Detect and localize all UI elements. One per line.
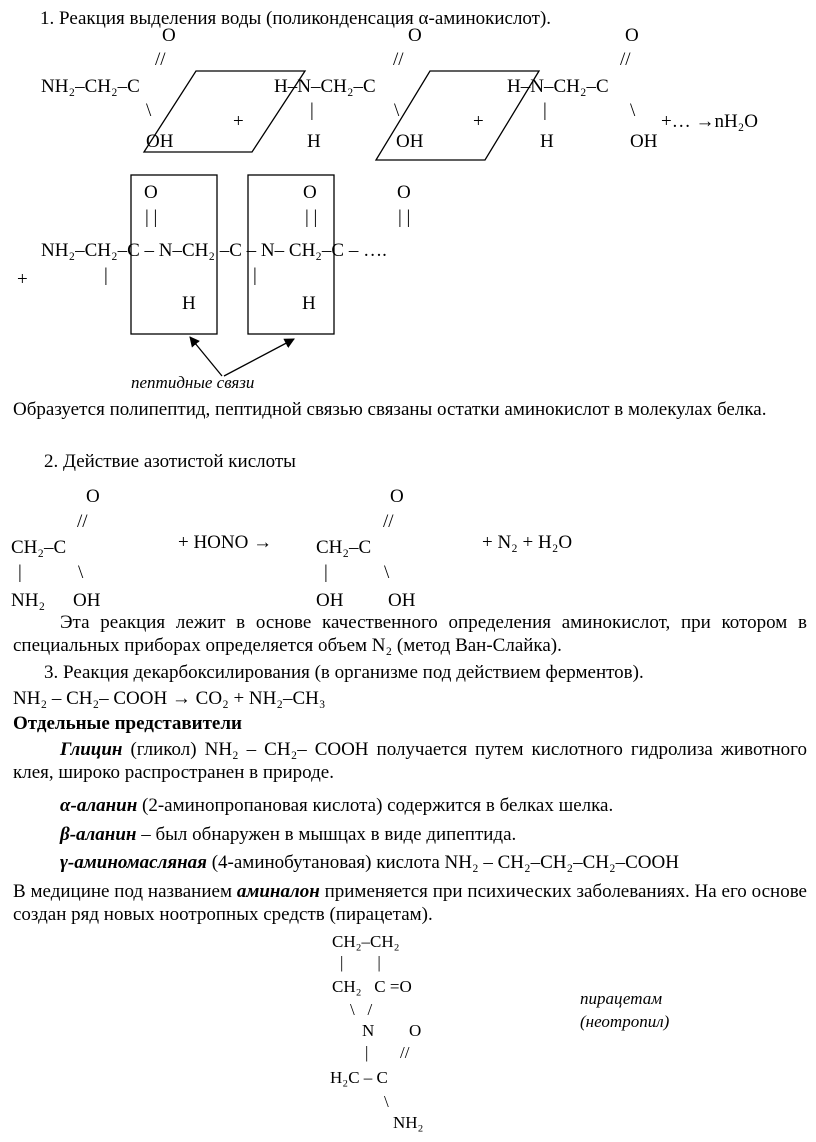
aminalon-name: аминалон — [236, 881, 320, 902]
r1-oh-1: OH — [146, 131, 174, 152]
section1-title: 1. Реакция выделения воды (поликонденсация α-аминокислот). — [40, 8, 552, 29]
pp-o-1: O — [144, 182, 158, 203]
alpha-alanine-name: α-аланин — [60, 795, 138, 816]
glycine-text: (гликол) NH₂ – CH₂– COOH получается путем кислотного гидролиза животного клея, широко распространен в природе. — [13, 739, 807, 783]
medicine-text-a: В медицине под названием — [13, 881, 237, 902]
r1-bslash-1: \ — [146, 100, 152, 121]
peptide-bond-label: пептидные связи — [131, 373, 255, 392]
r2-o-2: O — [390, 486, 404, 507]
r1-plus-2: + — [473, 111, 484, 132]
r1-tail: +… →nH₂O — [661, 111, 759, 132]
r1-o-2: O — [408, 25, 422, 46]
pp-bar-2: | — [253, 265, 257, 286]
piracetam-label: пирацетам — [580, 989, 663, 1008]
alpha-alanine-text: (2-аминопропановая кислота) содержится в белках шелка. — [137, 795, 614, 816]
pp-o-2: O — [303, 182, 317, 203]
r1-dbl-bond-2: // — [393, 49, 404, 70]
pir-bars: | | — [340, 953, 381, 972]
r2-nh2: NH₂ — [11, 590, 46, 611]
pp-o-3: O — [397, 182, 411, 203]
r2-o-1: O — [86, 486, 100, 507]
paragraph-polypeptide: Образуется полипептид, пептидной связью связаны остатки аминокислот в молекулах белка. — [13, 399, 767, 420]
r2-reagent: + HONO → — [178, 532, 273, 553]
r2-oh-1: OH — [73, 590, 101, 611]
pp-plus: + — [17, 269, 28, 290]
pir-top: CH₂–CH₂ — [332, 932, 400, 951]
beta-alanine-name: β-аланин — [60, 824, 137, 845]
r1-bslash-2: \ — [394, 100, 400, 121]
r1-bslash-3: \ — [630, 100, 636, 121]
beta-alanine-line — [60, 825, 516, 844]
paragraph-aminalon — [13, 880, 807, 926]
r1-h-1: H — [307, 131, 321, 152]
r2-bar-2: | — [324, 562, 328, 583]
r1-dbl-bond-3: // — [620, 49, 631, 70]
r1-amine-1: H–N–CH₂–C — [274, 76, 376, 97]
r1-oh-2: OH — [396, 131, 424, 152]
pp-dbl-3: | | — [398, 207, 411, 228]
neotropil-label: (неотропил) — [580, 1012, 670, 1031]
r1-plus-1: + — [233, 111, 244, 132]
alpha-alanine-line — [60, 796, 613, 815]
pp-h-2: H — [302, 293, 316, 314]
pp-bar-1: | — [104, 265, 108, 286]
r2-left: CH₂–C — [11, 537, 67, 558]
pp-chain: NH₂–CH₂–C – N–CH₂ –C – N– CH₂–C – …. — [41, 240, 387, 261]
r2-oh-3: OH — [388, 590, 416, 611]
pir-mid: CH₂ C =O — [332, 977, 412, 996]
r2-bslash-2: \ — [384, 562, 390, 583]
section3-title: 3. Реакция декарбоксилирования (в организме под действием ферментов). — [44, 662, 644, 683]
r1-oh-3: OH — [630, 131, 658, 152]
r2-bar-1: | — [18, 562, 22, 583]
pp-dbl-2: | | — [305, 207, 318, 228]
pir-o: O — [409, 1021, 422, 1040]
pir-bslash: \ — [384, 1092, 389, 1111]
gaba-name: γ-аминомасляная — [60, 852, 207, 873]
representatives-heading: Отдельные представители — [13, 713, 242, 734]
paragraph-glycine — [13, 738, 807, 784]
r1-amine-2: H–N–CH₂–C — [507, 76, 609, 97]
r1-h-2: H — [540, 131, 554, 152]
r1-acid-1: NH₂–CH₂–C — [41, 76, 140, 97]
r2-right: CH₂–C — [316, 537, 372, 558]
r2-products: + N₂ + H₂O — [482, 532, 573, 553]
arrow-to-box-1 — [190, 337, 222, 376]
gaba-text: (4-аминобутановая) кислота NH₂ – CH₂–CH₂–CH₂–COOH — [206, 852, 679, 873]
r2-bslash-1: \ — [78, 562, 84, 583]
pir-nh2: NH₂ — [393, 1113, 424, 1132]
pp-dbl-1: | | — [145, 207, 158, 228]
pp-h-1: H — [182, 293, 196, 314]
r1-o-3: O — [625, 25, 639, 46]
beta-alanine-text: – был обнаружен в мышцах в виде дипептида. — [136, 824, 517, 845]
r2-dbl-1: // — [77, 511, 88, 532]
r2-dbl-2: // — [383, 511, 394, 532]
pir-h2c: H₂C – C — [330, 1068, 388, 1087]
section2-title: 2. Действие азотистой кислоты — [44, 451, 296, 472]
r1-o-1: O — [162, 25, 176, 46]
r2-oh-2: OH — [316, 590, 344, 611]
decarboxylation-equation: NH₂ – CH₂– COOH → CO₂ + NH₂–CH₃ — [13, 688, 326, 709]
r1-dbl-bond-1: // — [155, 49, 166, 70]
arrow-to-box-2 — [224, 339, 294, 376]
glycine-name: Глицин — [60, 739, 123, 760]
pir-dbl: // — [400, 1043, 410, 1062]
pir-diag: \ / — [350, 1000, 373, 1019]
gaba-line — [60, 853, 679, 872]
medicine-text-b: применяется при психических заболеваниях. На его основе создан ряд новых ноотропных средств (пирацетам). — [13, 881, 807, 925]
pir-n: N — [362, 1021, 375, 1040]
r1-bar-1: | — [310, 100, 314, 121]
r1-bar-2: | — [543, 100, 547, 121]
paragraph-van-slyke: Эта реакция лежит в основе качественного определения аминокислот, при котором в специальных приборах определяется объем N₂ (метод Ван-Слайка). — [13, 612, 807, 656]
pir-bar: | — [365, 1043, 369, 1062]
